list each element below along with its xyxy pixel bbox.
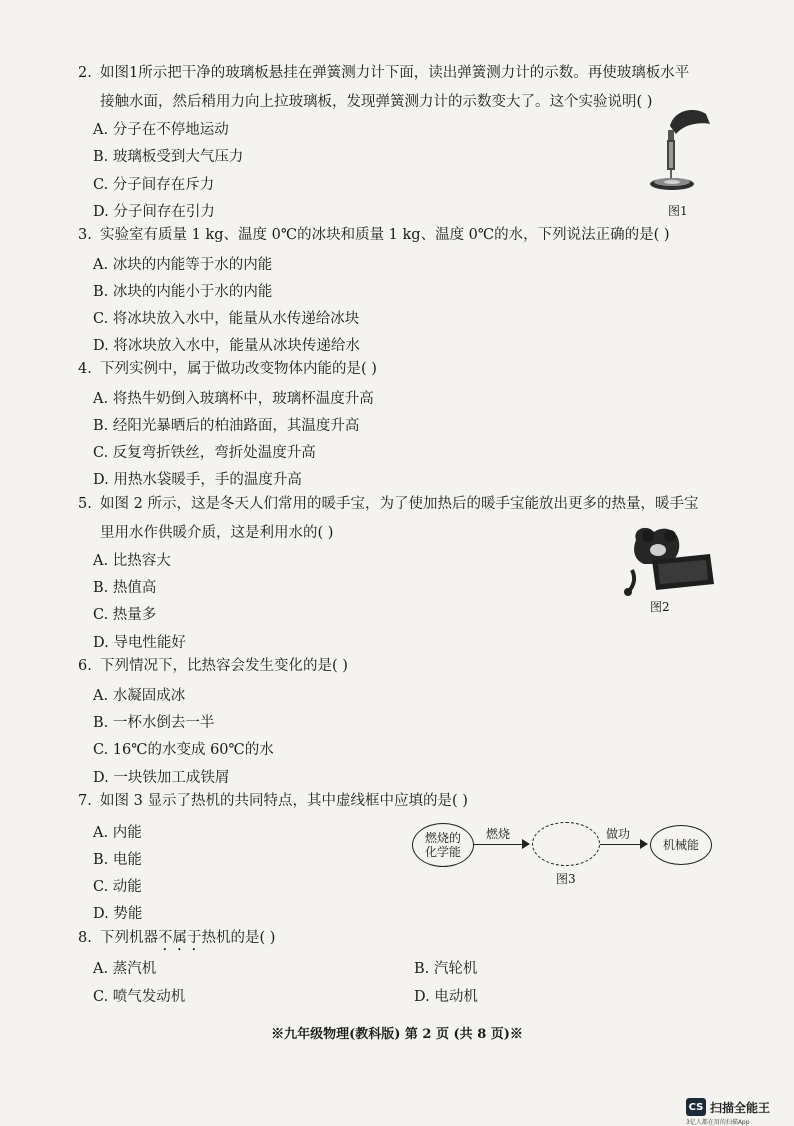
scanner-logo-icon: CS [686, 1098, 706, 1116]
question-4-option-c: C. 反复弯折铁丝，弯折处温度升高 [93, 445, 316, 461]
question-2-option-d: D. 分子间存在引力 [93, 204, 215, 220]
diagram-arrow-1 [474, 844, 522, 845]
question-7-stem: 7. 如图 3 显示了热机的共同特点，其中虚线框中应填的是( ) [78, 793, 468, 809]
diagram-arrowhead-2 [640, 839, 648, 849]
question-6-option-d: D. 一块铁加工成铁屑 [93, 770, 230, 786]
figure-1-spring-scale-image [640, 104, 715, 199]
figure-1-caption: 图1 [668, 204, 688, 218]
question-5-stem: 5. 如图 2 所示，这是冬天人们常用的暖手宝，为了使加热后的暖手宝能放出更多的热量，暖手宝 [78, 496, 699, 512]
question-2-stem-cont: 接触水面，然后稍用力向上拉玻璃板，发现弹簧测力计的示数变大了。这个实验说明( ) [100, 94, 653, 110]
question-3-option-b: B. 冰块的内能小于水的内能 [93, 284, 273, 300]
figure-3-caption: 图3 [556, 872, 576, 886]
diagram-node-chemical-energy: 燃烧的 化学能 [412, 823, 474, 867]
question-8-option-d: D. 电动机 [414, 989, 478, 1005]
question-6-option-c: C. 16℃的水变成 60℃的水 [93, 742, 274, 758]
scanner-app-name: 扫描全能王 [710, 1101, 771, 1115]
question-6-option-b: B. 一杯水倒去一半 [93, 715, 215, 731]
question-7-option-b: B. 电能 [93, 852, 142, 868]
question-8-option-a: A. 蒸汽机 [93, 961, 157, 977]
question-6-option-a: A. 水凝固成冰 [93, 688, 186, 704]
figure-2-caption: 图2 [650, 600, 670, 614]
scanner-app-tagline: 3亿人都在用的扫描App [686, 1119, 750, 1126]
question-5-option-d: D. 导电性能好 [93, 635, 186, 651]
question-8-stem: 8. 下列机器不属于热机的是( ) [78, 930, 276, 946]
question-2-option-a: A. 分子在不停地运动 [93, 122, 229, 138]
question-5-option-b: B. 热值高 [93, 580, 157, 596]
diagram-arrowhead-1 [522, 839, 530, 849]
question-5-option-c: C. 热量多 [93, 607, 157, 623]
question-3-option-c: C. 将冰块放入水中，能量从水传递给冰块 [93, 311, 360, 327]
diagram-node-blank-dashed [532, 822, 600, 866]
page-footer: ※九年级物理(教科版) 第 2 页 (共 8 页)※ [271, 1027, 523, 1042]
diagram-edge-label-combustion: 燃烧 [486, 827, 511, 841]
question-4-option-d: D. 用热水袋暖手，手的温度升高 [93, 472, 302, 488]
figure-2-hand-warmer-image [618, 520, 718, 598]
diagram-arrow-2 [600, 844, 640, 845]
question-3-option-d: D. 将冰块放入水中，能量从冰块传递给水 [93, 338, 360, 354]
question-7-option-c: C. 动能 [93, 879, 142, 895]
question-2-stem: 2. 如图1所示把干净的玻璃板悬挂在弹簧测力计下面，读出弹簧测力计的示数。再使玻璃板水平 [78, 65, 690, 81]
question-2-option-c: C. 分子间存在斥力 [93, 177, 215, 193]
question-2-option-b: B. 玻璃板受到大气压力 [93, 149, 244, 165]
question-8-option-c: C. 喷气发动机 [93, 989, 186, 1005]
question-4-stem: 4. 下列实例中，属于做功改变物体内能的是( ) [78, 361, 377, 377]
question-4-option-b: B. 经阳光暴晒后的柏油路面，其温度升高 [93, 418, 360, 434]
question-3-stem: 3. 实验室有质量 1 kg、温度 0℃的冰块和质量 1 kg、温度 0℃的水，下列说法正确的是( ) [78, 227, 670, 243]
diagram-node-mechanical-energy: 机械能 [650, 825, 712, 865]
question-7-option-d: D. 势能 [93, 906, 143, 922]
question-4-option-a: A. 将热牛奶倒入玻璃杯中，玻璃杯温度升高 [93, 391, 374, 407]
question-6-stem: 6. 下列情况下，比热容会发生变化的是( ) [78, 658, 348, 674]
question-8-option-b: B. 汽轮机 [414, 961, 478, 977]
emphasis-not: 不属于 [158, 930, 202, 946]
question-5-option-a: A. 比热容大 [93, 553, 171, 569]
diagram-edge-label-work: 做功 [606, 827, 631, 841]
question-3-option-a: A. 冰块的内能等于水的内能 [93, 257, 273, 273]
question-7-option-a: A. 内能 [93, 825, 142, 841]
question-5-stem-cont: 里用水作供暖介质，这是利用水的( ) [100, 525, 334, 541]
